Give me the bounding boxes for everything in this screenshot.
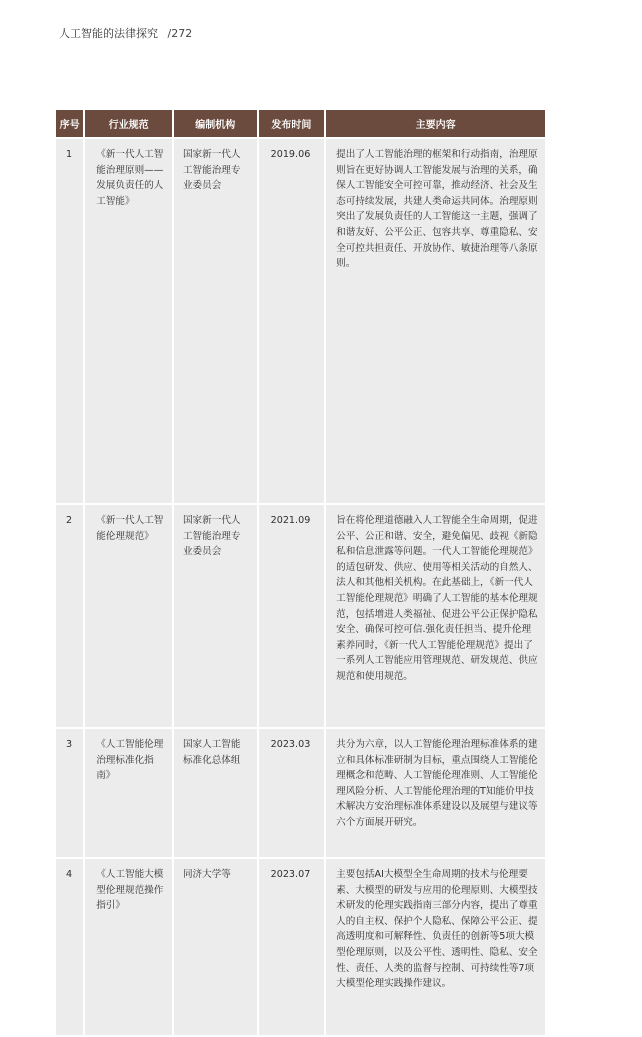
regulations-table [54,108,547,1037]
cell-org: 同济大学等 [174,859,257,1035]
cell-date: 2021.09 [259,505,325,727]
header-no: 序号 [56,110,83,137]
table-row [56,139,545,503]
cell-date: 2023.03 [259,729,325,857]
cell-content: 提出了人工智能治理的框架和行动指南，治理原则旨在更好协调人工智能发展与治理的关系，确保人工智能安全可控可靠，推动经济、社会及生态可持续发展，共建人类命运共同体。治理原则突出了发展负责任的人工智能这一主题，强调了和谐友好、公平公正、包容共享、尊重隐私、安全可控共担责任、开放协作、敏捷治理等八条原则。 [326,139,545,503]
cell-org: 国家新一代人工智能治理专业委员会 [174,139,257,503]
header-name: 行业规范 [85,110,172,137]
book-title: 人工智能的法律探究 [59,27,158,40]
cell-no: 3 [56,729,83,857]
header-content: 主要内容 [326,110,545,137]
cell-name: 《新一代人工智能治理原则——发展负责任的人工智能》 [85,139,172,503]
cell-no: 4 [56,859,83,1035]
cell-org: 国家人工智能标准化总体组 [174,729,257,857]
cell-content: 旨在将伦理道德融入人工智能全生命周期，促进公平、公正和谐、安全，避免偏见、歧视《新隐私和信息泄露等问题。一代人工智能伦理规范》的适包研发、供应、使用等相关活动的自然人、法人和其他相关机构。在此基础上，《新一代人工智能伦理规范》明确了人工智能的基本伦理规范，包括增进人类福祉、促进公平公正保护隐私安全、确保可控可信.强化责任担当、提升伦理素养同时，《新一代人工智能伦理规范》提出了一系列人工智能应用管理规范、研发规范、供应规范和使用规范。 [326,505,545,727]
cell-name: 《新一代人工智能伦理规范》 [85,505,172,727]
table-row [56,505,545,727]
table-row [56,729,545,857]
cell-date: 2023.07 [259,859,325,1035]
cell-name: 《人工智能大模型伦理规范操作指引》 [85,859,172,1035]
page-number: 272 [171,27,193,40]
cell-name: 《人工智能伦理治理标准化指南》 [85,729,172,857]
running-head [59,27,192,41]
cell-no: 2 [56,505,83,727]
table-header-row [56,110,545,137]
header-separator: / [167,27,172,40]
table-row [56,859,545,1035]
cell-content: 共分为六章，以人工智能伦理治理标准体系的建立和具体标准研制为目标，重点围绕人工智能伦理概念和范畴、人工智能伦理准则、人工智能伦理风险分析、人工智能伦理治理的T知能价甲技术解决方安治理标准体系建设以及展望与建议等六个方面展开研究。 [326,729,545,857]
cell-content: 主要包括AI大模型全生命周期的技术与伦理要素、大模型的研发与应用的伦理原则、大模型技术研发的伦理实践指南三部分内容，提出了尊重人的自主权、保护个人隐私、保障公平公正、提高透明度和可解释性、负责任的创新等5项大模型伦理原则，以及公平性、透明性、隐私、安全性、责任、人类的监督与控制、可持续性等7项大模型伦理实践操作建议。 [326,859,545,1035]
cell-no: 1 [56,139,83,503]
header-date: 发布时间 [259,110,325,137]
header-org: 编制机构 [174,110,257,137]
cell-org: 国家新一代人工智能治理专业委员会 [174,505,257,727]
cell-date: 2019.06 [259,139,325,503]
